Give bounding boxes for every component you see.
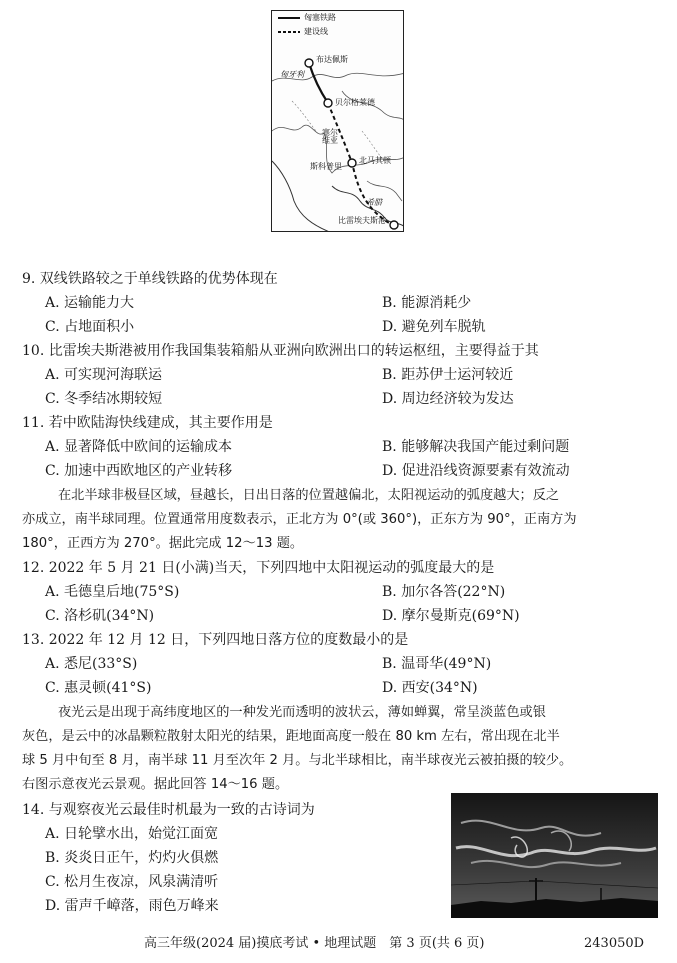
page-footer: 高三年级(2024 届)摸底考试 • 地理试题 第 3 页(共 6 页) xyxy=(144,936,485,951)
city-skopje: 斯科普里 xyxy=(310,162,342,171)
legend-double-track: 匈塞铁路 xyxy=(304,13,336,22)
passage2-line3: 球 5 月中旬至 8 月，南半球 11 月至次年 2 月。与北半球相比，南半球夜光云被拍摄的较少。 xyxy=(22,753,573,768)
country-north-macedonia: 北马其顿 xyxy=(359,156,391,165)
q14-option-b: B. 炎炎日正午，灼灼火俱燃 xyxy=(45,850,219,866)
city-belgrade: 贝尔格莱德 xyxy=(335,98,375,107)
q9-option-d: D. 避免列车脱轨 xyxy=(382,319,486,335)
country-hungary: 匈牙利 xyxy=(280,70,304,79)
q10-option-d: D. 周边经济较为发达 xyxy=(382,391,514,407)
q13-option-b: B. 温哥华(49°N) xyxy=(382,656,492,672)
q12-stem: 12. 2022 年 5 月 21 日(小满)当天，下列四地中太阳视运动的弧度最大的是 xyxy=(22,560,495,576)
passage1-line2: 亦成立，南半球同理。位置通常用度数表示，正北方为 0°(或 360°)，正东方为 90°，正南方为 xyxy=(22,512,577,527)
q14-option-a: A. 日轮擘水出，始觉江面宽 xyxy=(45,826,219,842)
q11-option-d: D. 促进沿线资源要素有效流动 xyxy=(382,463,570,479)
q10-option-c: C. 冬季结冰期较短 xyxy=(45,391,163,407)
q12-option-d: D. 摩尔曼斯克(69°N) xyxy=(382,608,520,624)
passage2-line2: 灰色，是云中的冰晶颗粒散射太阳光的结果，距地面高度一般在 80 km 左右，常出现在北半 xyxy=(22,729,560,744)
country-greece: 希腊 xyxy=(366,198,382,207)
q13-option-d: D. 西安(34°N) xyxy=(382,680,478,696)
q10-option-b: B. 距苏伊士运河较近 xyxy=(382,367,514,383)
country-serbia: 塞尔维亚 xyxy=(322,128,338,145)
q12-option-c: C. 洛杉矶(34°N) xyxy=(45,608,155,624)
city-budapest: 布达佩斯 xyxy=(316,55,348,64)
q10-option-a: A. 可实现河海联运 xyxy=(45,367,163,383)
passage2-line4: 右图示意夜光云景观。据此回答 14～16 题。 xyxy=(22,777,289,792)
legend-under-construction: 建设线 xyxy=(304,27,328,36)
q13-option-a: A. 悉尼(33°S) xyxy=(45,656,138,672)
q14-option-d: D. 雷声千嶂落，雨色万峰来 xyxy=(45,898,219,914)
q10-stem: 10. 比雷埃夫斯港被用作我国集装箱船从亚洲向欧洲出口的转运枢纽，主要得益于其 xyxy=(22,343,539,359)
q9-option-c: C. 占地面积小 xyxy=(45,319,135,335)
q11-option-a: A. 显著降低中欧间的运输成本 xyxy=(45,439,233,455)
q12-option-b: B. 加尔各答(22°N) xyxy=(382,584,506,600)
map-graphic xyxy=(272,11,404,232)
passage2-line1: 夜光云是出现于高纬度地区的一种发光而透明的波状云，薄如蝉翼，常呈淡蓝色或银 xyxy=(58,705,546,720)
railway-map xyxy=(271,10,404,232)
q11-option-b: B. 能够解决我国产能过剩问题 xyxy=(382,439,570,455)
q11-option-c: C. 加速中西欧地区的产业转移 xyxy=(45,463,233,479)
q13-option-c: C. 惠灵顿(41°S) xyxy=(45,680,152,696)
passage1-line3: 180°，正西方为 270°。据此完成 12～13 题。 xyxy=(22,536,304,551)
q9-stem: 9. 双线铁路较之于单线铁路的优势体现在 xyxy=(22,271,278,287)
exam-code: 243050D xyxy=(584,936,645,951)
q14-option-c: C. 松月生夜凉，风泉满清听 xyxy=(45,874,219,890)
q13-stem: 13. 2022 年 12 月 12 日，下列四地日落方位的度数最小的是 xyxy=(22,632,409,648)
q12-option-a: A. 毛德皇后地(75°S) xyxy=(45,584,180,600)
city-piraeus: 比雷埃夫斯港 xyxy=(338,216,386,225)
q14-stem: 14. 与观察夜光云最佳时机最为一致的古诗词为 xyxy=(22,802,315,818)
q9-option-a: A. 运输能力大 xyxy=(45,295,135,311)
noctilucent-cloud-photo xyxy=(451,793,658,918)
passage1-line1: 在北半球非极昼区域，昼越长，日出日落的位置越偏北，太阳视运动的弧度越大；反之 xyxy=(58,488,560,503)
q9-option-b: B. 能源消耗少 xyxy=(382,295,472,311)
q11-stem: 11. 若中欧陆海快线建成，其主要作用是 xyxy=(22,415,273,431)
